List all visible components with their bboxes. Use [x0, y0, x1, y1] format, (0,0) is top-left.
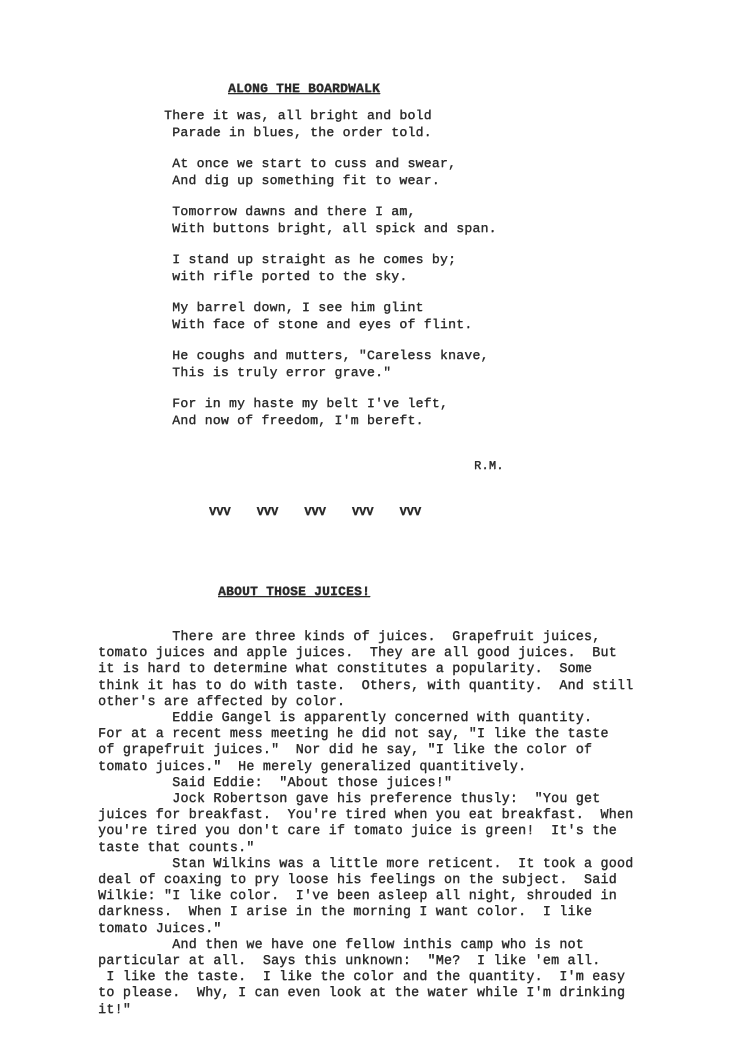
poem-line: I stand up straight as he comes by;: [164, 252, 457, 267]
poem-stanza: [164, 300, 584, 333]
article-line: taste that counts.": [98, 840, 255, 856]
ornament-mark: VVV: [256, 505, 279, 519]
article-line: tomato Juices.": [98, 921, 222, 937]
article-line: tomato juices." He merely generalized quantitively.: [98, 759, 527, 775]
poem-line: Parade in blues, the order told.: [164, 124, 432, 140]
poem-line: My barrel down, I see him glint: [164, 300, 424, 315]
article-line: tomato juices and apple juices. They are all good juices. But: [98, 646, 617, 662]
article-line: particular at all. Says this unknown: "Me? I like 'em all.: [98, 954, 601, 970]
article-line: darkness. When I arise in the morning I want color. I like: [98, 905, 593, 921]
article-line: juices for breakfast. You're tired when you eat breakfast. When: [98, 808, 634, 824]
article-line: Said Eddie: "About those juices!": [98, 775, 453, 791]
article-line: deal of coaxing to pry loose his feelings on the subject. Said: [98, 873, 617, 889]
poem-title: ALONG THE BOARDWALK: [228, 81, 381, 96]
poem-line: He coughs and mutters, "Careless knave,: [164, 348, 489, 363]
article-title: ABOUT THOSE JUICES!: [218, 584, 371, 599]
ornament-mark: VVV: [209, 505, 231, 519]
article-line: to please. Why, I can even look at the water while I'm drinking: [98, 986, 626, 1002]
poem-line: With buttons bright, all spick and span.: [164, 220, 497, 236]
article-line: I like the taste. I like the color and the quantity. I'm easy: [98, 970, 626, 986]
poem-line: At once we start to cuss and swear,: [164, 156, 457, 171]
article-line: There are three kinds of juices. Grapefruit juices,: [98, 630, 601, 645]
ornament-mark: VVV: [399, 505, 422, 519]
poem-stanza: [164, 396, 584, 429]
article-line: Eddie Gangel is apparently concerned with quantity.: [98, 711, 593, 727]
section-divider-ornaments: [209, 505, 469, 519]
poem-line: Tomorrow dawns and there I am,: [164, 204, 416, 219]
poem-signature: R.M.: [474, 459, 504, 473]
article-line: you're tired you don't care if tomato juice is green! It's the: [98, 824, 617, 840]
article-line: For at a recent mess meeting he did not say, "I like the taste: [98, 727, 609, 743]
article-line: Jock Robertson gave his preference thusly: "You get: [98, 792, 601, 808]
poem-stanza: [164, 156, 584, 189]
article-line: other's are affected by color.: [98, 694, 346, 710]
ornament-mark: VVV: [351, 505, 374, 519]
article-line: think it has to do with taste. Others, with quantity. And still: [98, 678, 634, 694]
ornament-mark: VVV: [304, 505, 326, 519]
poem-line: And dig up something fit to wear.: [164, 172, 440, 188]
article-line: it is hard to determine what constitutes a popularity. Some: [98, 662, 593, 678]
article-line: of grapefruit juices." Nor did he say, "I like the color of: [98, 743, 593, 759]
article-body: [98, 630, 718, 1019]
poem-stanza: [164, 204, 584, 237]
poem-line: With face of stone and eyes of flint.: [164, 316, 473, 332]
poem-line: There it was, all bright and bold: [164, 108, 432, 123]
poem-line: This is truly error grave.": [164, 364, 392, 380]
article-line: Stan Wilkins was a little more reticent. It took a good: [98, 856, 634, 872]
poem-stanza: [164, 108, 584, 141]
poem-line: For in my haste my belt I've left,: [164, 396, 448, 411]
poem-stanza: [164, 252, 584, 285]
poem-stanza: [164, 348, 584, 381]
poem-body: [164, 108, 584, 444]
poem-line: And now of freedom, I'm bereft.: [164, 412, 424, 428]
article-line: Wilkie: "I like color. I've been asleep all night, shrouded in: [98, 889, 617, 905]
poem-line: with rifle ported to the sky.: [164, 268, 408, 284]
article-line: And then we have one fellow inthis camp who is not: [98, 937, 584, 953]
article-line: it!": [98, 1002, 131, 1018]
